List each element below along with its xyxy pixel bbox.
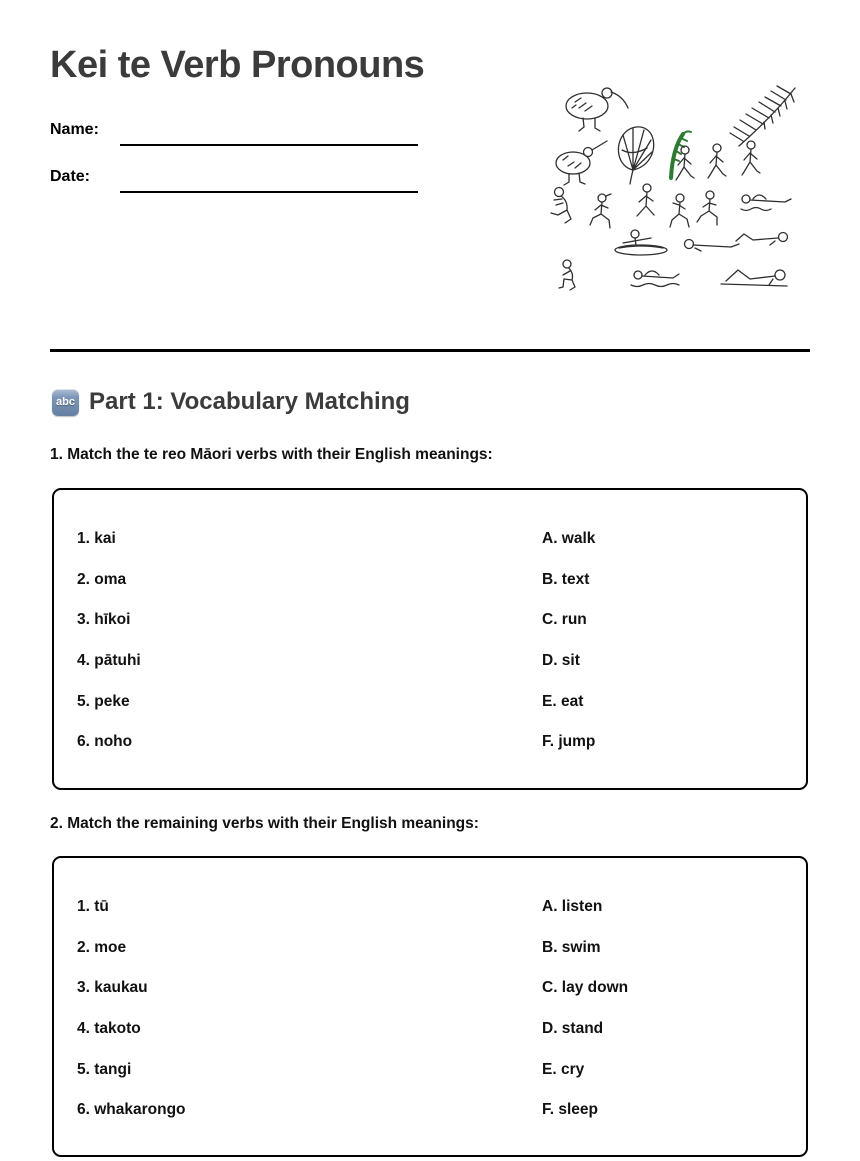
match-term: 2. moe (77, 938, 127, 956)
match-term: 6. whakarongo (77, 1101, 186, 1119)
matching-box-2 (52, 856, 808, 1157)
kayaking-figure-icon (615, 230, 667, 255)
match-option: D. sit (542, 652, 580, 670)
match-term: 1. tū (77, 898, 109, 916)
question-1-prompt: 1. Match the te reo Māori verbs with their English meanings: (50, 446, 493, 463)
match-term: 4. takoto (77, 1020, 141, 1038)
kiwi-bird-icon (566, 88, 628, 131)
match-term: 5. tangi (77, 1060, 132, 1078)
page-title: Kei te Verb Pronouns (50, 44, 425, 86)
silver-fern-icon (730, 86, 795, 146)
date-input-line[interactable] (120, 191, 418, 193)
match-term: 3. kaukau (77, 979, 148, 997)
lying-figure-icon (736, 233, 788, 246)
match-option: C. lay down (542, 979, 629, 997)
match-row (77, 968, 806, 1009)
swimming-figure-icon (741, 195, 791, 211)
match-row (77, 600, 806, 641)
fan-leaf-icon (618, 127, 653, 184)
match-row (77, 641, 806, 682)
match-option: E. cry (542, 1060, 585, 1078)
match-option: F. sleep (542, 1101, 598, 1119)
date-label: Date: (50, 168, 91, 185)
lying-figure-icon (685, 240, 740, 252)
walking-figure-icon (708, 144, 726, 178)
match-option: C. run (542, 611, 587, 629)
part-1-title: Part 1: Vocabulary Matching (89, 388, 410, 415)
match-term: 6. noho (77, 733, 133, 751)
name-label: Name: (50, 121, 99, 138)
match-row (77, 928, 806, 969)
match-term: 5. peke (77, 692, 130, 710)
match-term: 3. hīkoi (77, 611, 131, 629)
question-2-prompt: 2. Match the remaining verbs with their English meanings: (50, 815, 479, 832)
match-row (77, 722, 806, 763)
match-option: F. jump (542, 733, 596, 751)
decorative-illustration (545, 78, 810, 296)
match-row (77, 887, 806, 928)
running-figure-icon (697, 191, 717, 225)
match-option: B. swim (542, 938, 601, 956)
matching-box-1 (52, 488, 808, 790)
match-term: 4. pātuhi (77, 652, 141, 670)
match-row (77, 560, 806, 601)
match-option: A. walk (542, 530, 596, 548)
match-row (77, 681, 806, 722)
running-figure-icon (590, 194, 611, 228)
match-option: D. stand (542, 1020, 604, 1038)
section-divider (50, 349, 810, 352)
match-row (77, 1090, 806, 1131)
match-row (77, 1009, 806, 1050)
swimming-figure-icon (631, 271, 679, 287)
part-1-header (52, 388, 410, 416)
lying-figure-icon (721, 270, 787, 286)
walking-figure-icon (742, 141, 760, 175)
running-figure-icon (670, 194, 689, 227)
match-term: 2. oma (77, 570, 127, 588)
crouching-figure-icon (559, 260, 575, 290)
match-option: B. text (542, 570, 590, 588)
match-option: A. listen (542, 898, 603, 916)
abc-input-icon: abc (52, 389, 79, 416)
running-figure-icon (551, 188, 571, 224)
kiwi-bird-icon (556, 141, 607, 185)
jumping-figure-icon (637, 184, 654, 216)
match-row (77, 519, 806, 560)
walking-figure-icon (676, 146, 694, 180)
name-input-line[interactable] (120, 144, 418, 146)
match-term: 1. kai (77, 530, 116, 548)
match-row (77, 1049, 806, 1090)
match-option: E. eat (542, 692, 584, 710)
